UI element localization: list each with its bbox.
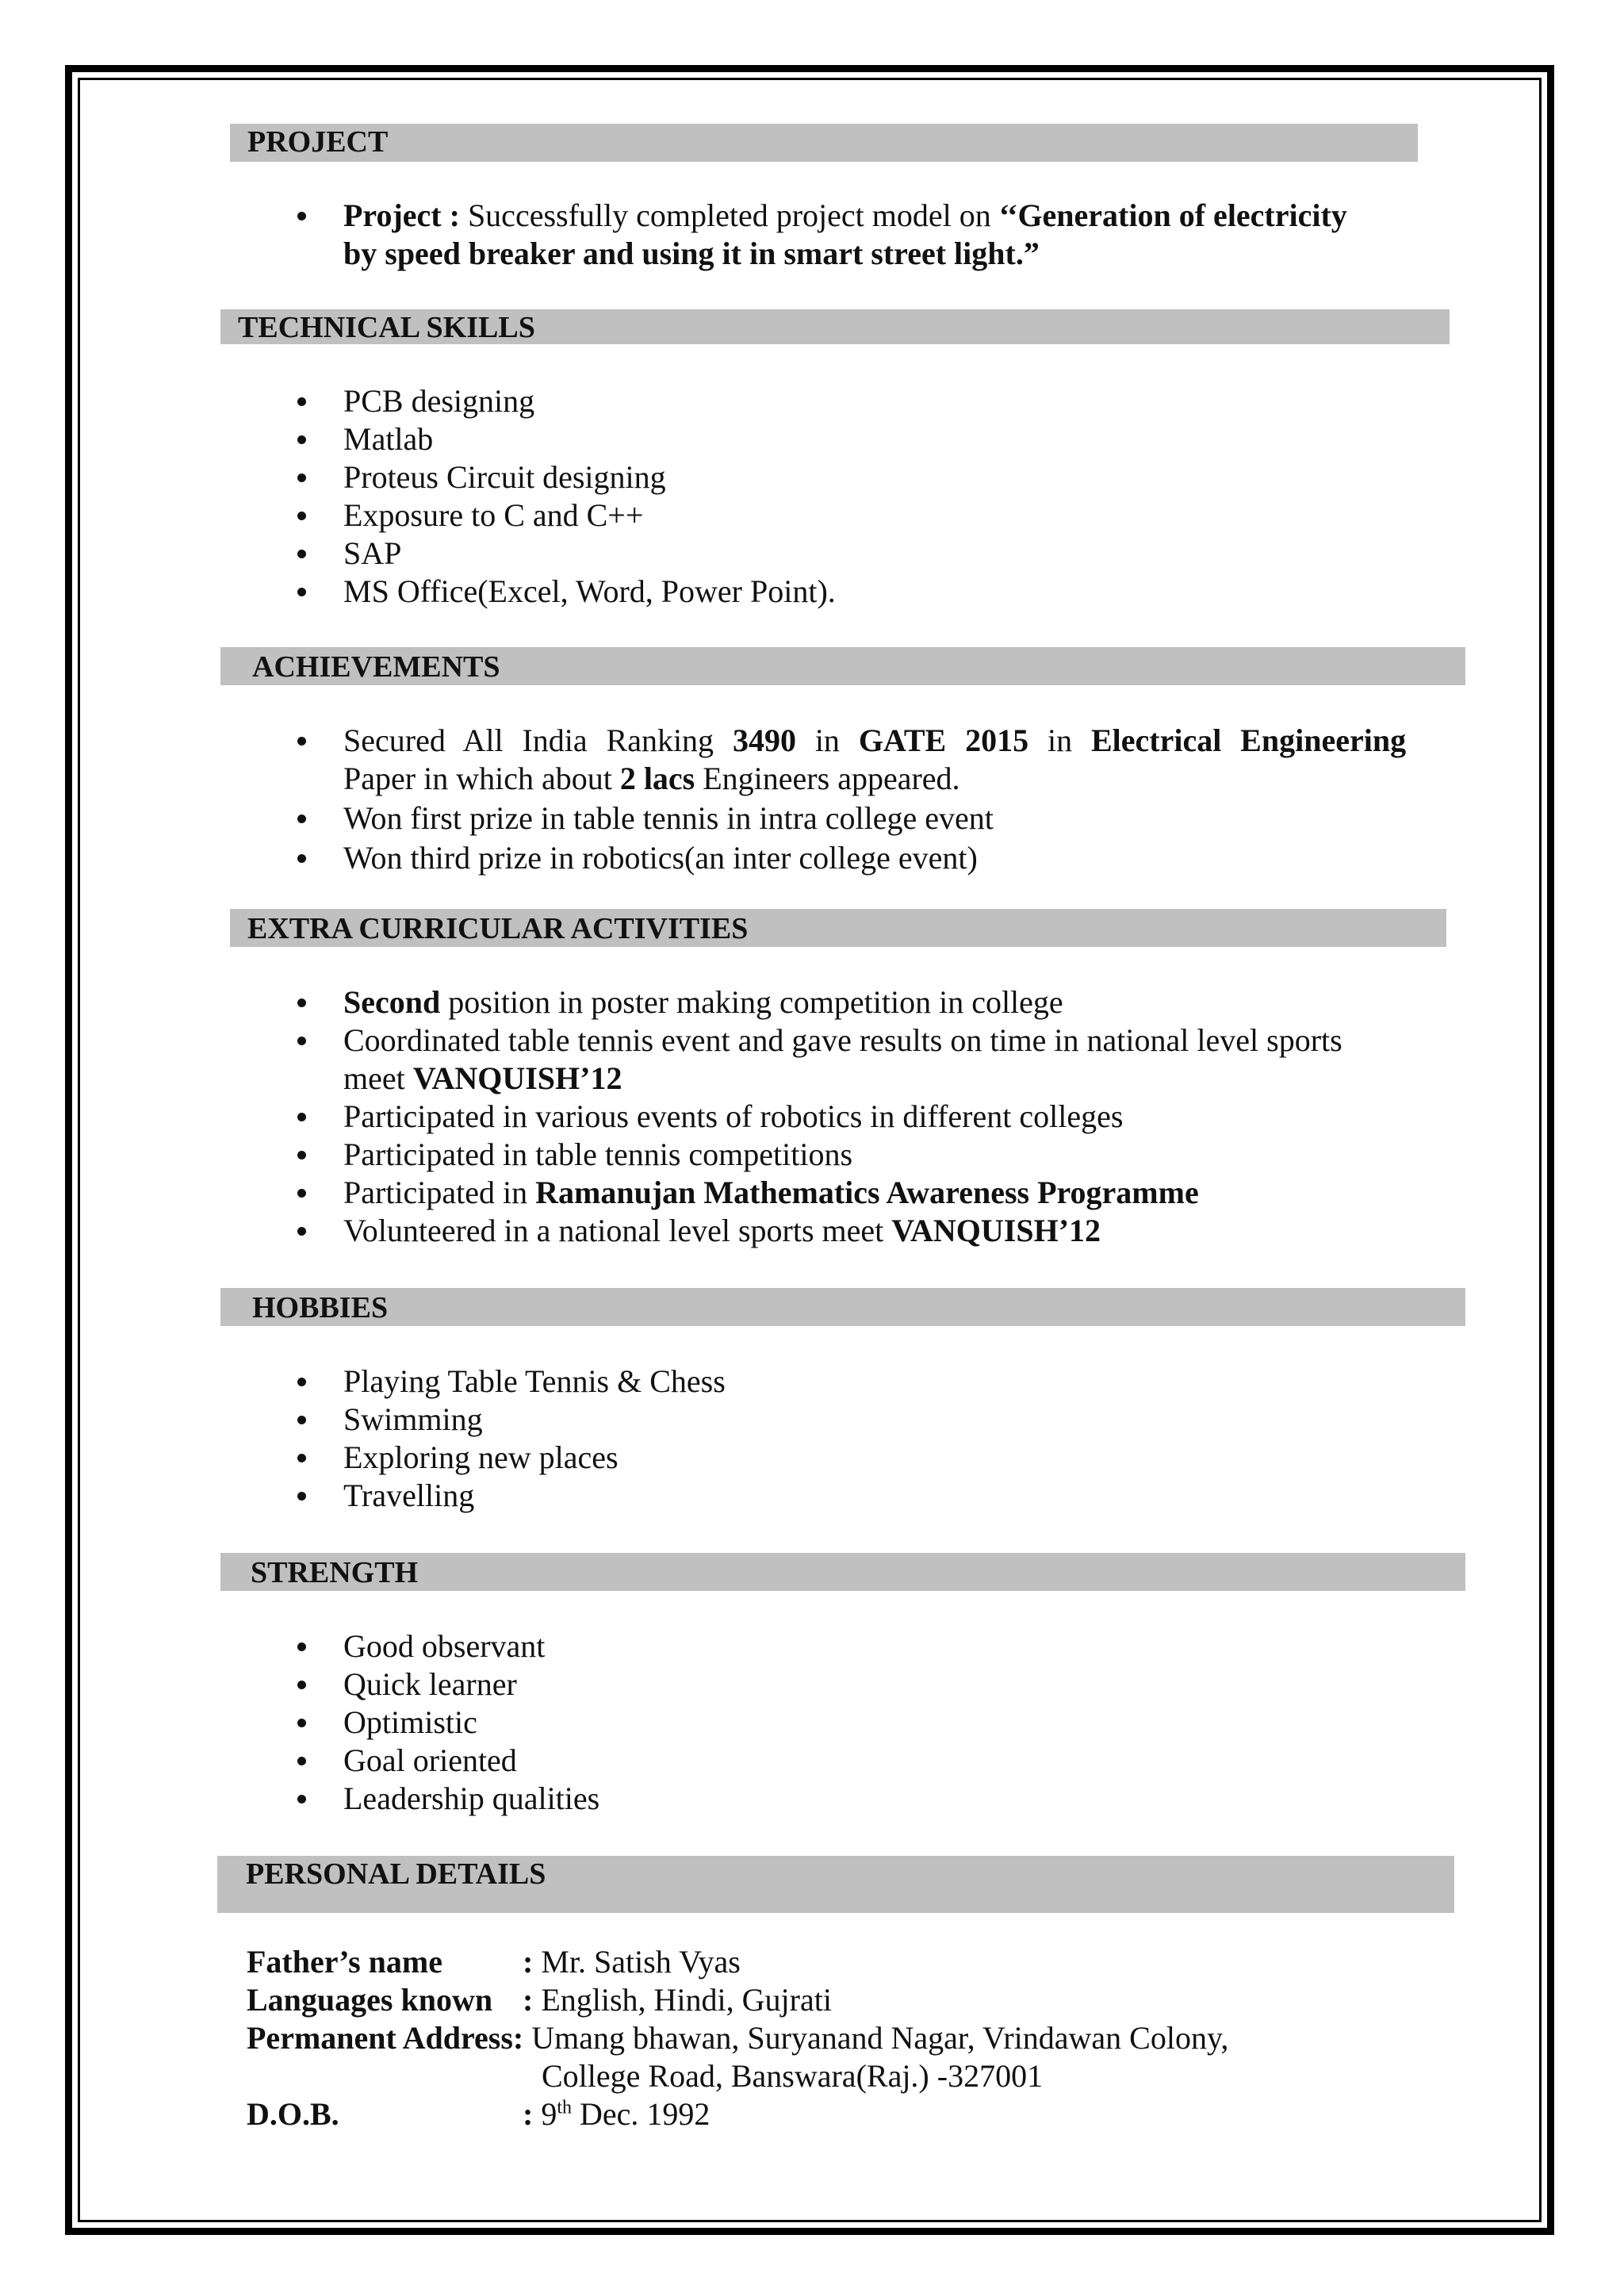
list-item: Quick learner (343, 1665, 1374, 1704)
technical-skills-list (343, 382, 1374, 611)
section-title: STRENGTH (251, 1556, 419, 1589)
list-item: SAP (343, 535, 1374, 573)
list-item: Participated in various events of robotics in different colleges (343, 1098, 1406, 1136)
list-item: PCB designing (343, 382, 1374, 420)
list-item: Coordinated table tennis event and gave results on time in national level sports meet VANQUISH’12 (343, 1022, 1406, 1098)
section-title: TECHNICAL SKILLS (238, 311, 535, 344)
list-item: Matlab (343, 420, 1374, 458)
section-header-hobbies (220, 1288, 1465, 1326)
extra-curricular-list (343, 983, 1406, 1250)
list-item: Project : Successfully completed project model on ‘‘Generation of electricity by speed breaker and using it in smart street light.” (343, 197, 1398, 273)
section-header-technical-skills (220, 309, 1450, 344)
section-title: ACHIEVEMENTS (252, 650, 500, 684)
personal-row-address: Permanent Address: Umang bhawan, Suryanand Nagar, Vrindawan Colony, (247, 2020, 1229, 2056)
section-header-achievements (220, 647, 1465, 685)
gate-ranking-line: Secured All India Ranking 3490 in GATE 2015 in Electrical Engineering (343, 723, 1407, 758)
list-item: Won first prize in table tennis in intra college event (343, 799, 1406, 838)
list-item: Exploring new places (343, 1439, 1374, 1477)
achievements-list (343, 722, 1406, 877)
list-item: Exposure to C and C++ (343, 496, 1374, 535)
list-item: MS Office(Excel, Word, Power Point). (343, 573, 1374, 611)
list-item: Good observant (343, 1627, 1374, 1665)
list-item: Leadership qualities (343, 1780, 1374, 1818)
section-title: EXTRA CURRICULAR ACTIVITIES (247, 912, 749, 945)
personal-row-dob: D.O.B. : 9th Dec. 1992 (247, 2096, 710, 2132)
personal-row-address-line2: College Road, Banswara(Raj.) -327001 (542, 2058, 1044, 2094)
list-item: Participated in Ramanujan Mathematics Awareness Programme (343, 1174, 1406, 1212)
personal-row-father: Father’s name : Mr. Satish Vyas (247, 1944, 741, 1980)
section-header-strength (220, 1553, 1465, 1591)
list-item: Goal oriented (343, 1742, 1374, 1780)
list-item: Proteus Circuit designing (343, 458, 1374, 496)
project-list (343, 197, 1398, 273)
section-header-personal-details (217, 1856, 1454, 1913)
list-item: Travelling (343, 1477, 1374, 1515)
hobbies-list (343, 1363, 1374, 1515)
section-title: PROJECT (247, 125, 389, 159)
list-item: Second position in poster making competition in college (343, 983, 1406, 1022)
section-header-project (230, 124, 1418, 162)
section-header-extra-curricular (230, 909, 1446, 947)
personal-row-languages: Languages known : English, Hindi, Gujrati (247, 1982, 832, 2018)
list-item: Playing Table Tennis & Chess (343, 1363, 1374, 1401)
list-item: Swimming (343, 1401, 1374, 1439)
section-title: PERSONAL DETAILS (246, 1857, 546, 1891)
list-item: Volunteered in a national level sports meet VANQUISH’12 (343, 1212, 1406, 1250)
strength-list (343, 1627, 1374, 1818)
list-item: Won third prize in robotics(an inter college event) (343, 839, 1406, 877)
list-item: Secured All India Ranking 3490 in GATE 2015 in Electrical Engineering Paper in which about 2 lacs Engineers appeared. (343, 723, 1407, 796)
section-title: HOBBIES (252, 1291, 389, 1324)
list-item: Participated in table tennis competitions (343, 1136, 1406, 1174)
list-item: Optimistic (343, 1704, 1374, 1742)
